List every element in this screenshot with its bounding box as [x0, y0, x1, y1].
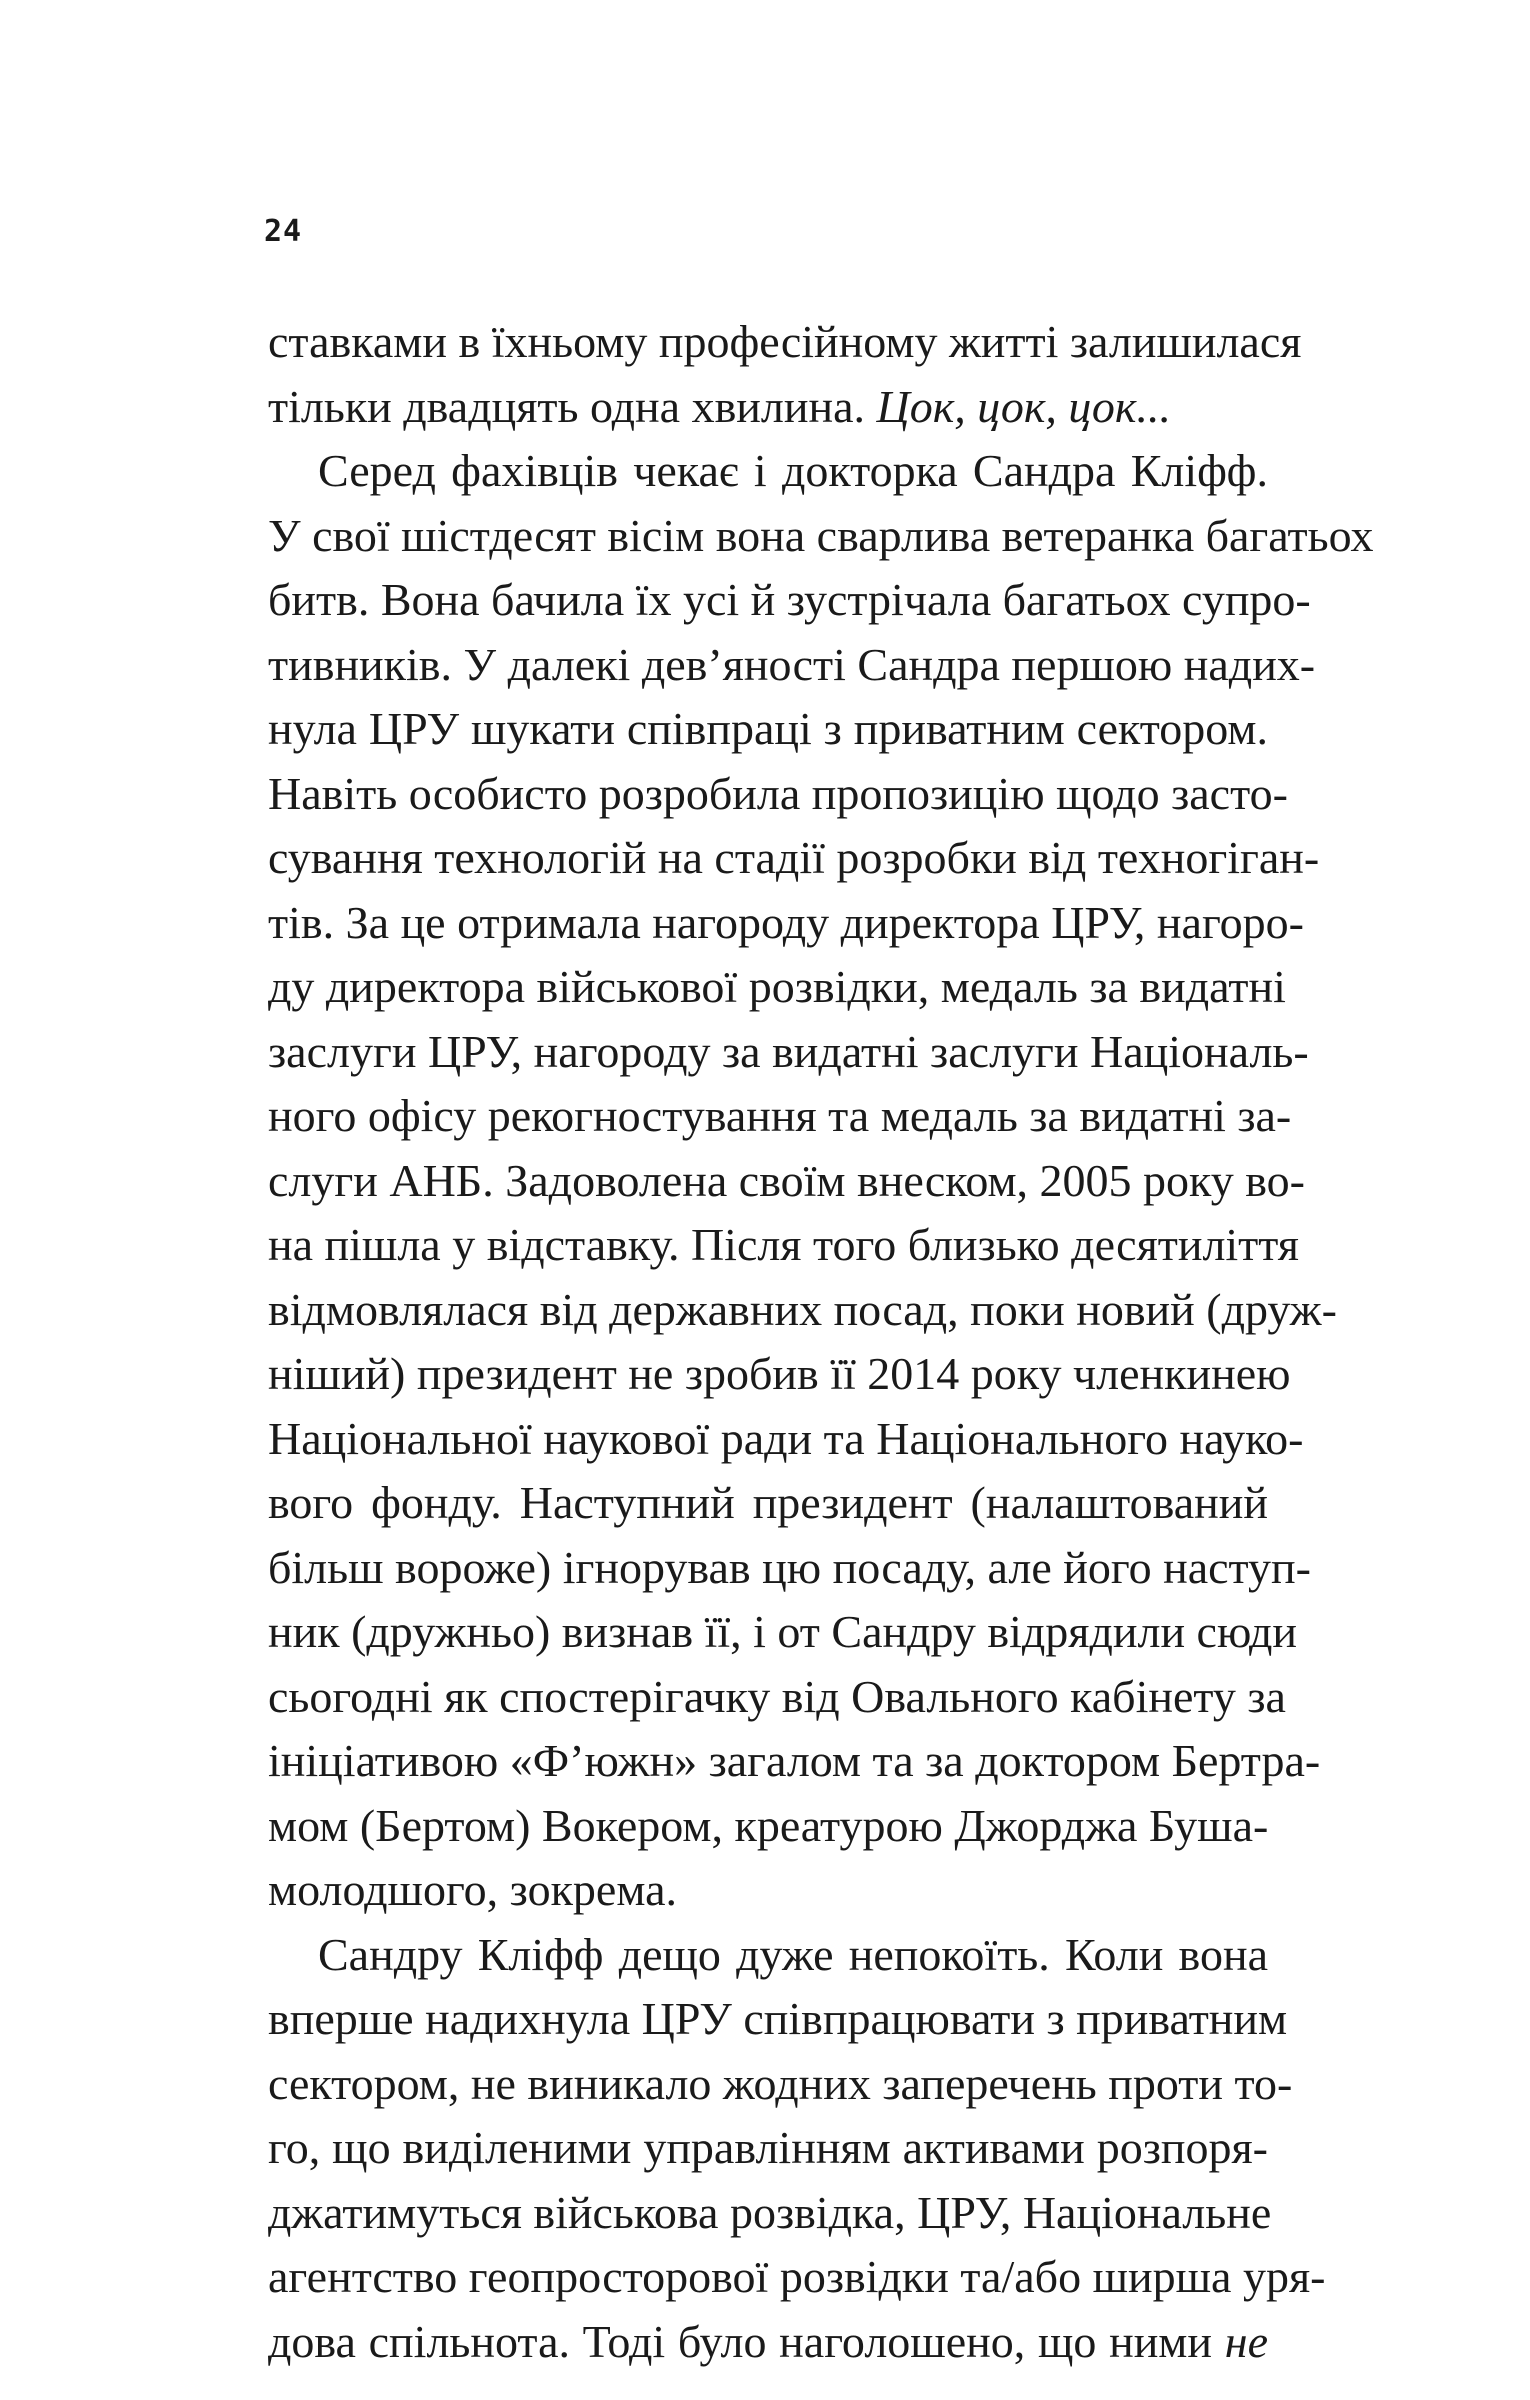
- text-line: [268, 1794, 1268, 1859]
- text-line: [268, 2181, 1272, 2246]
- text-line: [268, 697, 1268, 762]
- text-line-content: Серед фахівців чекає і докторка Сандра Кліфф.: [318, 445, 1268, 496]
- text-line: [268, 310, 1302, 375]
- text-line: [268, 891, 1304, 956]
- text-line: [268, 1278, 1337, 1343]
- text-line: [268, 568, 1311, 633]
- text-line-content: тільки двадцять одна хвилина.: [268, 380, 877, 432]
- text-line-content: ного офісу рекогностування та медаль за видатні за-: [268, 1090, 1292, 1141]
- text-line: [268, 375, 1268, 440]
- text-line: [268, 1665, 1286, 1730]
- text-line: [268, 955, 1286, 1020]
- text-line: [268, 1858, 1268, 1923]
- text-line-content: У свої шістдесят вісім вона сварлива ветеранка багатьох: [268, 509, 1374, 561]
- text-line: [268, 1536, 1311, 1601]
- text-line-content: дова спільнота. Тоді було наголошено, що ними: [268, 2315, 1225, 2367]
- text-line: [268, 1407, 1304, 1472]
- text-line-content: нула ЦРУ шукати співпраці з приватним сектором.: [268, 703, 1268, 754]
- text-line: [268, 1987, 1288, 2052]
- page-number: 24: [264, 214, 303, 249]
- text-line-content: ду директора військової розвідки, медаль за видатні: [268, 961, 1286, 1012]
- text-line-content: вого фонду. Наступний президент (налаштований: [268, 1477, 1268, 1528]
- text-line-content: ник (дружньо) визнав її, і от Сандру відрядили сюди: [268, 1606, 1298, 1657]
- text-line-content: ніший) президент не зробив її 2014 року членкинею: [268, 1348, 1291, 1399]
- text-line-content: тів. За це отримала нагороду директора ЦРУ, нагоро-: [268, 896, 1304, 948]
- text-line: [268, 1923, 1268, 1988]
- text-line-content: заслуги ЦРУ, нагороду за видатні заслуги Національ-: [268, 1025, 1309, 1077]
- text-line-content: ставками в їхньому професійному житті залишилася: [268, 316, 1302, 367]
- text-line-content: на пішла у відставку. Після того близько десятиліття: [268, 1219, 1299, 1270]
- text-line-content: Сандру Кліфф дещо дуже непокоїть. Коли вона: [318, 1928, 1268, 1980]
- text-line-content: Національної наукової ради та Національного науко-: [268, 1412, 1304, 1464]
- text-line-content: агентство геопросторової розвідки та/або ширша уря-: [268, 2251, 1326, 2302]
- italic-text: не: [1224, 2315, 1268, 2367]
- text-line-content: молодшого, зокрема.: [268, 1864, 678, 1915]
- text-line-content: слуги АНБ. Задоволена своїм внеском, 2005 року во-: [268, 1154, 1305, 1206]
- text-line: [268, 1084, 1292, 1149]
- text-line-content: мом (Бертом) Вокером, креатурою Джорджа Буша-: [268, 1799, 1269, 1851]
- text-line: [268, 2245, 1326, 2310]
- text-line-content: ініціативою «Ф’южн» загалом та за доктором Бертра-: [268, 1735, 1321, 1786]
- text-line: [268, 633, 1316, 698]
- text-line: [268, 2052, 1293, 2117]
- text-line: [268, 1213, 1299, 1278]
- text-line: [268, 1020, 1309, 1085]
- text-line: [268, 2310, 1268, 2375]
- text-line-content: сування технологій на стадії розробки від техногіган-: [268, 832, 1320, 883]
- body-text: [268, 310, 1374, 2374]
- text-line: [268, 1149, 1305, 1214]
- text-line-content: відмовлялася від державних посад, поки новий (друж-: [268, 1283, 1337, 1335]
- text-line-content: го, що виділеними управлінням активами розпоря-: [268, 2122, 1268, 2173]
- text-line: [268, 439, 1268, 504]
- text-line-content: сектором, не виникало жодних заперечень проти то-: [268, 2057, 1293, 2109]
- text-line: [268, 762, 1288, 827]
- text-line: [268, 1600, 1298, 1665]
- text-line: [268, 826, 1320, 891]
- text-line: [268, 504, 1374, 569]
- text-line-content: Навіть особисто розробила пропозицію щодо засто-: [268, 767, 1288, 819]
- text-line: [268, 2116, 1268, 2181]
- text-line: [268, 1342, 1291, 1407]
- text-line-content: тивників. У далекі дев’яності Сандра першою надих-: [268, 638, 1316, 690]
- text-line-content: вперше надихнула ЦРУ співпрацювати з приватним: [268, 1993, 1288, 2044]
- text-line-content: джатимуться військова розвідка, ЦРУ, Національне: [268, 2186, 1272, 2238]
- italic-text: Цок, цок, цок...: [876, 380, 1171, 432]
- text-line-content: битв. Вона бачила їх усі й зустрічала багатьох супро-: [268, 574, 1311, 625]
- text-line: [268, 1729, 1321, 1794]
- text-line-content: сьогодні як спостерігачку від Овального кабінету за: [268, 1670, 1286, 1722]
- text-line-content: більш вороже) ігнорував цю посаду, але його наступ-: [268, 1541, 1311, 1593]
- text-line: [268, 1471, 1268, 1536]
